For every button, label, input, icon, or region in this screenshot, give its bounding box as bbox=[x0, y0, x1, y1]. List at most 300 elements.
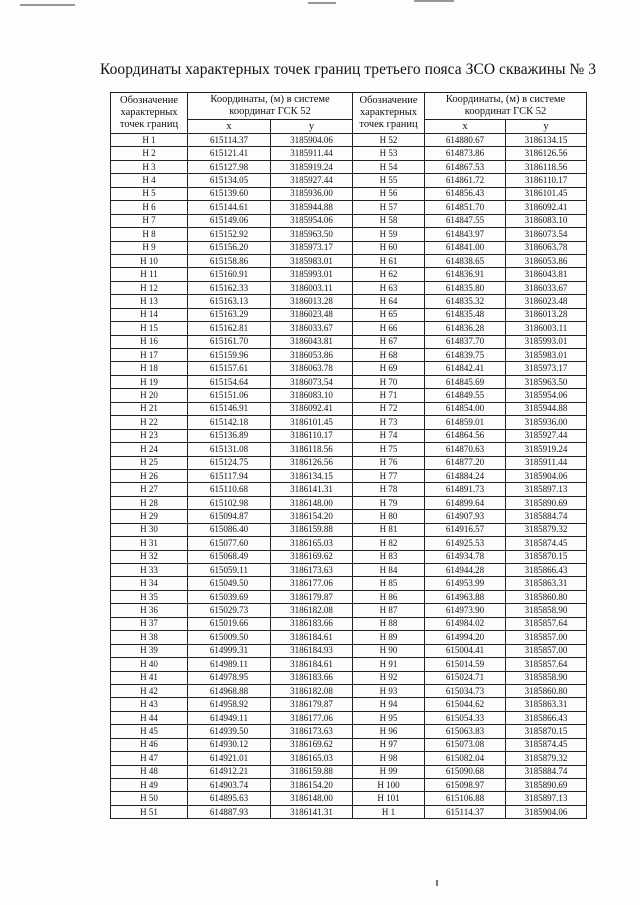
point-name-left: Н 43 bbox=[111, 698, 188, 711]
y-value-left: 3185954.06 bbox=[271, 214, 353, 227]
point-name-left: Н 14 bbox=[111, 308, 188, 321]
point-name-right: Н 1 bbox=[353, 805, 425, 818]
y-value-right: 3185870.15 bbox=[506, 725, 587, 738]
table-row bbox=[111, 268, 587, 281]
x-value-right: 614867.53 bbox=[425, 160, 506, 173]
point-name-right: Н 56 bbox=[353, 187, 425, 200]
table-row bbox=[111, 752, 587, 765]
y-header-left: у bbox=[271, 120, 353, 134]
y-value-left: 3186183.66 bbox=[271, 617, 353, 630]
table-row bbox=[111, 228, 587, 241]
point-name-right: Н 77 bbox=[353, 469, 425, 482]
point-name-left: Н 3 bbox=[111, 160, 188, 173]
table-row bbox=[111, 617, 587, 630]
y-value-left: 3186053.86 bbox=[271, 349, 353, 362]
x-value-left: 615127.98 bbox=[188, 160, 271, 173]
y-value-right: 3185884.74 bbox=[506, 510, 587, 523]
x-value-right: 615114.37 bbox=[425, 805, 506, 818]
table-row bbox=[111, 214, 587, 227]
y-value-left: 3185919.24 bbox=[271, 160, 353, 173]
x-value-right: 614873.86 bbox=[425, 147, 506, 160]
point-name-right: Н 55 bbox=[353, 174, 425, 187]
y-value-left: 3186073.54 bbox=[271, 375, 353, 388]
x-value-left: 615163.29 bbox=[188, 308, 271, 321]
point-name-right: Н 86 bbox=[353, 590, 425, 603]
y-value-right: 3185919.24 bbox=[506, 443, 587, 456]
x-value-left: 614999.31 bbox=[188, 644, 271, 657]
point-name-right: Н 70 bbox=[353, 375, 425, 388]
x-value-right: 614851.70 bbox=[425, 201, 506, 214]
point-name-right: Н 64 bbox=[353, 295, 425, 308]
x-value-left: 615149.06 bbox=[188, 214, 271, 227]
y-value-right: 3185911.44 bbox=[506, 456, 587, 469]
x-value-right: 614835.80 bbox=[425, 281, 506, 294]
y-value-right: 3186033.67 bbox=[506, 281, 587, 294]
table-row bbox=[111, 537, 587, 550]
point-name-left: Н 29 bbox=[111, 510, 188, 523]
point-name-left: Н 24 bbox=[111, 443, 188, 456]
point-name-right: Н 92 bbox=[353, 671, 425, 684]
x-value-right: 615063.83 bbox=[425, 725, 506, 738]
table-row bbox=[111, 483, 587, 496]
table-row bbox=[111, 779, 587, 792]
y-value-right: 3185857.64 bbox=[506, 658, 587, 671]
point-name-left: Н 35 bbox=[111, 590, 188, 603]
x-value-left: 615151.06 bbox=[188, 389, 271, 402]
point-name-right: Н 80 bbox=[353, 510, 425, 523]
y-value-right: 3186073.54 bbox=[506, 228, 587, 241]
point-name-right: Н 75 bbox=[353, 443, 425, 456]
y-value-left: 3186110.17 bbox=[271, 429, 353, 442]
x-value-left: 615146.91 bbox=[188, 402, 271, 415]
y-value-left: 3186092.41 bbox=[271, 402, 353, 415]
x-value-right: 615106.88 bbox=[425, 792, 506, 805]
point-name-left: Н 12 bbox=[111, 281, 188, 294]
y-value-left: 3185911.44 bbox=[271, 147, 353, 160]
y-value-right: 3185858.90 bbox=[506, 671, 587, 684]
point-name-right: Н 72 bbox=[353, 402, 425, 415]
point-name-right: Н 79 bbox=[353, 496, 425, 509]
y-value-left: 3186134.15 bbox=[271, 469, 353, 482]
scan-artifact-top-right bbox=[414, 0, 454, 2]
point-name-right: Н 99 bbox=[353, 765, 425, 778]
point-name-left: Н 4 bbox=[111, 174, 188, 187]
x-value-left: 615009.50 bbox=[188, 631, 271, 644]
x-value-right: 614843.97 bbox=[425, 228, 506, 241]
y-value-left: 3186148.00 bbox=[271, 792, 353, 805]
point-name-left: Н 7 bbox=[111, 214, 188, 227]
y-value-right: 3186063.78 bbox=[506, 241, 587, 254]
y-value-left: 3186184.93 bbox=[271, 644, 353, 657]
x-value-right: 614837.70 bbox=[425, 335, 506, 348]
x-value-right: 614835.32 bbox=[425, 295, 506, 308]
y-value-left: 3186141.31 bbox=[271, 805, 353, 818]
point-name-right: Н 67 bbox=[353, 335, 425, 348]
y-value-left: 3186182.08 bbox=[271, 604, 353, 617]
x-value-right: 614884.24 bbox=[425, 469, 506, 482]
point-name-left: Н 5 bbox=[111, 187, 188, 200]
y-value-left: 3186101.45 bbox=[271, 416, 353, 429]
y-value-right: 3185863.31 bbox=[506, 698, 587, 711]
table-row bbox=[111, 201, 587, 214]
x-value-right: 614870.63 bbox=[425, 443, 506, 456]
y-value-right: 3186053.86 bbox=[506, 254, 587, 267]
x-value-left: 615131.08 bbox=[188, 443, 271, 456]
x-value-left: 615154.64 bbox=[188, 375, 271, 388]
point-name-right: Н 73 bbox=[353, 416, 425, 429]
y-value-right: 3185897.13 bbox=[506, 792, 587, 805]
table-row bbox=[111, 335, 587, 348]
point-name-right: Н 101 bbox=[353, 792, 425, 805]
point-name-right: Н 82 bbox=[353, 537, 425, 550]
y-value-right: 3185904.06 bbox=[506, 805, 587, 818]
table-row bbox=[111, 550, 587, 563]
table-row bbox=[111, 160, 587, 173]
table-row bbox=[111, 671, 587, 684]
y-value-left: 3185936.00 bbox=[271, 187, 353, 200]
point-name-left: Н 23 bbox=[111, 429, 188, 442]
x-value-right: 615073.08 bbox=[425, 738, 506, 751]
y-value-right: 3186126.56 bbox=[506, 147, 587, 160]
table-row bbox=[111, 241, 587, 254]
x-header-right: х bbox=[425, 120, 506, 134]
table-row bbox=[111, 644, 587, 657]
point-name-left: Н 19 bbox=[111, 375, 188, 388]
y-value-left: 3186184.61 bbox=[271, 631, 353, 644]
y-value-right: 3186118.56 bbox=[506, 160, 587, 173]
x-value-left: 615139.60 bbox=[188, 187, 271, 200]
x-value-left: 615110.68 bbox=[188, 483, 271, 496]
table-row bbox=[111, 658, 587, 671]
x-value-left: 615159.96 bbox=[188, 349, 271, 362]
point-name-left: Н 41 bbox=[111, 671, 188, 684]
x-value-left: 615077.60 bbox=[188, 537, 271, 550]
y-value-right: 3185857.00 bbox=[506, 631, 587, 644]
y-value-right: 3185944.88 bbox=[506, 402, 587, 415]
y-header-right: у bbox=[506, 120, 587, 134]
x-value-right: 614891.73 bbox=[425, 483, 506, 496]
y-value-right: 3185927.44 bbox=[506, 429, 587, 442]
x-value-right: 614973.90 bbox=[425, 604, 506, 617]
x-value-left: 615039.69 bbox=[188, 590, 271, 603]
x-value-left: 615059.11 bbox=[188, 564, 271, 577]
table-row bbox=[111, 429, 587, 442]
table-row bbox=[111, 684, 587, 697]
point-name-left: Н 31 bbox=[111, 537, 188, 550]
x-value-right: 614877.20 bbox=[425, 456, 506, 469]
point-name-left: Н 21 bbox=[111, 402, 188, 415]
x-value-left: 615156.20 bbox=[188, 241, 271, 254]
y-value-left: 3186173.63 bbox=[271, 564, 353, 577]
y-value-right: 3185860.80 bbox=[506, 684, 587, 697]
table-row bbox=[111, 805, 587, 818]
x-value-left: 615163.13 bbox=[188, 295, 271, 308]
point-name-right: Н 59 bbox=[353, 228, 425, 241]
table-row bbox=[111, 295, 587, 308]
y-value-left: 3185944.88 bbox=[271, 201, 353, 214]
table-row bbox=[111, 281, 587, 294]
point-name-left: Н 6 bbox=[111, 201, 188, 214]
x-value-left: 614978.95 bbox=[188, 671, 271, 684]
x-value-right: 615054.33 bbox=[425, 711, 506, 724]
y-value-left: 3186023.48 bbox=[271, 308, 353, 321]
y-value-right: 3185860.80 bbox=[506, 590, 587, 603]
x-value-left: 615019.66 bbox=[188, 617, 271, 630]
y-value-left: 3186169.62 bbox=[271, 738, 353, 751]
y-value-right: 3185954.06 bbox=[506, 389, 587, 402]
x-value-right: 614841.00 bbox=[425, 241, 506, 254]
x-value-left: 615049.50 bbox=[188, 577, 271, 590]
point-name-left: Н 18 bbox=[111, 362, 188, 375]
y-value-left: 3185973.17 bbox=[271, 241, 353, 254]
table-row bbox=[111, 523, 587, 536]
point-name-right: Н 100 bbox=[353, 779, 425, 792]
table-row bbox=[111, 362, 587, 375]
point-name-left: Н 27 bbox=[111, 483, 188, 496]
x-value-right: 615098.97 bbox=[425, 779, 506, 792]
table-row bbox=[111, 510, 587, 523]
table-row bbox=[111, 134, 587, 147]
x-value-left: 614989.11 bbox=[188, 658, 271, 671]
x-value-right: 614899.64 bbox=[425, 496, 506, 509]
point-name-left: Н 46 bbox=[111, 738, 188, 751]
x-value-left: 615162.81 bbox=[188, 322, 271, 335]
table-row bbox=[111, 174, 587, 187]
point-name-left: Н 28 bbox=[111, 496, 188, 509]
point-name-left: Н 47 bbox=[111, 752, 188, 765]
x-value-right: 615044.62 bbox=[425, 698, 506, 711]
point-name-left: Н 9 bbox=[111, 241, 188, 254]
x-value-right: 614838.65 bbox=[425, 254, 506, 267]
x-value-right: 615024.71 bbox=[425, 671, 506, 684]
y-value-right: 3185890.69 bbox=[506, 779, 587, 792]
table-row bbox=[111, 254, 587, 267]
table-row bbox=[111, 590, 587, 603]
y-value-left: 3186159.88 bbox=[271, 765, 353, 778]
point-name-right: Н 83 bbox=[353, 550, 425, 563]
point-name-left: Н 44 bbox=[111, 711, 188, 724]
point-name-left: Н 26 bbox=[111, 469, 188, 482]
x-value-left: 615157.61 bbox=[188, 362, 271, 375]
point-name-left: Н 22 bbox=[111, 416, 188, 429]
table-row bbox=[111, 322, 587, 335]
y-value-left: 3185904.06 bbox=[271, 134, 353, 147]
table-row bbox=[111, 349, 587, 362]
x-value-left: 615124.75 bbox=[188, 456, 271, 469]
table-row bbox=[111, 496, 587, 509]
x-value-left: 615152.92 bbox=[188, 228, 271, 241]
y-value-right: 3186110.17 bbox=[506, 174, 587, 187]
point-name-right: Н 96 bbox=[353, 725, 425, 738]
designation-header-right: Обозначение характерных точек границ bbox=[353, 93, 425, 134]
table-row bbox=[111, 564, 587, 577]
y-value-right: 3186083.10 bbox=[506, 214, 587, 227]
point-name-left: Н 37 bbox=[111, 617, 188, 630]
y-value-right: 3185879.32 bbox=[506, 523, 587, 536]
table-row bbox=[111, 443, 587, 456]
point-name-right: Н 69 bbox=[353, 362, 425, 375]
coordinates-header-right: Координаты, (м) в системе координат ГСК 52 bbox=[425, 93, 587, 120]
point-name-left: Н 30 bbox=[111, 523, 188, 536]
point-name-right: Н 89 bbox=[353, 631, 425, 644]
x-value-right: 614864.56 bbox=[425, 429, 506, 442]
point-name-left: Н 49 bbox=[111, 779, 188, 792]
point-name-left: Н 20 bbox=[111, 389, 188, 402]
x-value-right: 615082.04 bbox=[425, 752, 506, 765]
point-name-right: Н 60 bbox=[353, 241, 425, 254]
x-value-right: 614847.55 bbox=[425, 214, 506, 227]
table-row bbox=[111, 792, 587, 805]
table-row bbox=[111, 147, 587, 160]
y-value-right: 3185857.00 bbox=[506, 644, 587, 657]
x-value-left: 614921.01 bbox=[188, 752, 271, 765]
table-row bbox=[111, 308, 587, 321]
table-row bbox=[111, 577, 587, 590]
x-value-right: 615004.41 bbox=[425, 644, 506, 657]
x-value-right: 614916.57 bbox=[425, 523, 506, 536]
point-name-left: Н 42 bbox=[111, 684, 188, 697]
point-name-right: Н 74 bbox=[353, 429, 425, 442]
x-value-right: 614839.75 bbox=[425, 349, 506, 362]
y-value-right: 3186023.48 bbox=[506, 295, 587, 308]
point-name-right: Н 68 bbox=[353, 349, 425, 362]
document-title: Координаты характерных точек границ третьего пояса ЗСО скважины № 3 bbox=[100, 61, 597, 78]
y-value-left: 3186183.66 bbox=[271, 671, 353, 684]
y-value-right: 3186043.81 bbox=[506, 268, 587, 281]
y-value-right: 3186013.28 bbox=[506, 308, 587, 321]
point-name-left: Н 50 bbox=[111, 792, 188, 805]
x-value-right: 614835.48 bbox=[425, 308, 506, 321]
table-row bbox=[111, 738, 587, 751]
point-name-right: Н 54 bbox=[353, 160, 425, 173]
x-value-left: 615068.49 bbox=[188, 550, 271, 563]
point-name-right: Н 65 bbox=[353, 308, 425, 321]
point-name-left: Н 16 bbox=[111, 335, 188, 348]
x-value-left: 614895.63 bbox=[188, 792, 271, 805]
point-name-left: Н 25 bbox=[111, 456, 188, 469]
y-value-left: 3186169.62 bbox=[271, 550, 353, 563]
point-name-right: Н 63 bbox=[353, 281, 425, 294]
x-value-left: 614949.11 bbox=[188, 711, 271, 724]
point-name-left: Н 33 bbox=[111, 564, 188, 577]
table-row bbox=[111, 698, 587, 711]
x-value-left: 615136.89 bbox=[188, 429, 271, 442]
point-name-left: Н 15 bbox=[111, 322, 188, 335]
y-value-right: 3185863.31 bbox=[506, 577, 587, 590]
y-value-right: 3185890.69 bbox=[506, 496, 587, 509]
x-value-left: 615117.94 bbox=[188, 469, 271, 482]
point-name-left: Н 51 bbox=[111, 805, 188, 818]
x-value-left: 615158.86 bbox=[188, 254, 271, 267]
y-value-right: 3185866.43 bbox=[506, 711, 587, 724]
y-value-left: 3186165.03 bbox=[271, 752, 353, 765]
y-value-left: 3186184.61 bbox=[271, 658, 353, 671]
y-value-right: 3185870.15 bbox=[506, 550, 587, 563]
x-value-right: 614854.00 bbox=[425, 402, 506, 415]
x-value-left: 614887.93 bbox=[188, 805, 271, 818]
x-value-left: 615114.37 bbox=[188, 134, 271, 147]
y-value-left: 3186003.11 bbox=[271, 281, 353, 294]
point-name-right: Н 58 bbox=[353, 214, 425, 227]
table-row bbox=[111, 187, 587, 200]
point-name-left: Н 8 bbox=[111, 228, 188, 241]
x-value-left: 614939.50 bbox=[188, 725, 271, 738]
point-name-right: Н 93 bbox=[353, 684, 425, 697]
x-value-left: 614958.92 bbox=[188, 698, 271, 711]
x-value-left: 615162.33 bbox=[188, 281, 271, 294]
y-value-right: 3185866.43 bbox=[506, 564, 587, 577]
table-row bbox=[111, 389, 587, 402]
y-value-left: 3186173.63 bbox=[271, 725, 353, 738]
x-value-left: 615121.41 bbox=[188, 147, 271, 160]
y-value-right: 3185936.00 bbox=[506, 416, 587, 429]
point-name-left: Н 48 bbox=[111, 765, 188, 778]
point-name-left: Н 38 bbox=[111, 631, 188, 644]
coordinates-table bbox=[110, 92, 587, 819]
x-value-left: 614912.21 bbox=[188, 765, 271, 778]
y-value-right: 3185874.45 bbox=[506, 537, 587, 550]
point-name-left: Н 1 bbox=[111, 134, 188, 147]
x-value-left: 615142.18 bbox=[188, 416, 271, 429]
point-name-right: Н 97 bbox=[353, 738, 425, 751]
table-row bbox=[111, 456, 587, 469]
point-name-right: Н 53 bbox=[353, 147, 425, 160]
x-value-left: 614903.74 bbox=[188, 779, 271, 792]
y-value-left: 3186177.06 bbox=[271, 577, 353, 590]
point-name-right: Н 61 bbox=[353, 254, 425, 267]
point-name-right: Н 90 bbox=[353, 644, 425, 657]
x-value-right: 614963.88 bbox=[425, 590, 506, 603]
point-name-right: Н 94 bbox=[353, 698, 425, 711]
point-name-left: Н 11 bbox=[111, 268, 188, 281]
table-row bbox=[111, 469, 587, 482]
x-value-right: 614994.20 bbox=[425, 631, 506, 644]
x-value-left: 614968.88 bbox=[188, 684, 271, 697]
point-name-right: Н 84 bbox=[353, 564, 425, 577]
point-name-right: Н 62 bbox=[353, 268, 425, 281]
x-value-right: 614845.69 bbox=[425, 375, 506, 388]
x-value-right: 615034.73 bbox=[425, 684, 506, 697]
y-value-right: 3186101.45 bbox=[506, 187, 587, 200]
coordinates-header-left: Координаты, (м) в системе координат ГСК 52 bbox=[188, 93, 353, 120]
scan-artifact-bottom bbox=[436, 880, 438, 886]
table-row bbox=[111, 402, 587, 415]
point-name-right: Н 52 bbox=[353, 134, 425, 147]
x-value-left: 614930.12 bbox=[188, 738, 271, 751]
x-value-right: 614880.67 bbox=[425, 134, 506, 147]
scan-artifact-top-mid bbox=[308, 2, 336, 4]
point-name-right: Н 85 bbox=[353, 577, 425, 590]
table-row bbox=[111, 765, 587, 778]
y-value-left: 3186063.78 bbox=[271, 362, 353, 375]
y-value-left: 3186043.81 bbox=[271, 335, 353, 348]
x-value-right: 614925.53 bbox=[425, 537, 506, 550]
point-name-right: Н 95 bbox=[353, 711, 425, 724]
table-row bbox=[111, 416, 587, 429]
point-name-left: Н 39 bbox=[111, 644, 188, 657]
x-value-right: 614836.91 bbox=[425, 268, 506, 281]
x-value-left: 615161.70 bbox=[188, 335, 271, 348]
x-value-right: 614861.72 bbox=[425, 174, 506, 187]
x-value-left: 615029.73 bbox=[188, 604, 271, 617]
point-name-right: Н 91 bbox=[353, 658, 425, 671]
point-name-left: Н 40 bbox=[111, 658, 188, 671]
y-value-left: 3186179.87 bbox=[271, 590, 353, 603]
y-value-left: 3186182.08 bbox=[271, 684, 353, 697]
x-value-right: 615090.68 bbox=[425, 765, 506, 778]
point-name-right: Н 66 bbox=[353, 322, 425, 335]
point-name-right: Н 81 bbox=[353, 523, 425, 536]
